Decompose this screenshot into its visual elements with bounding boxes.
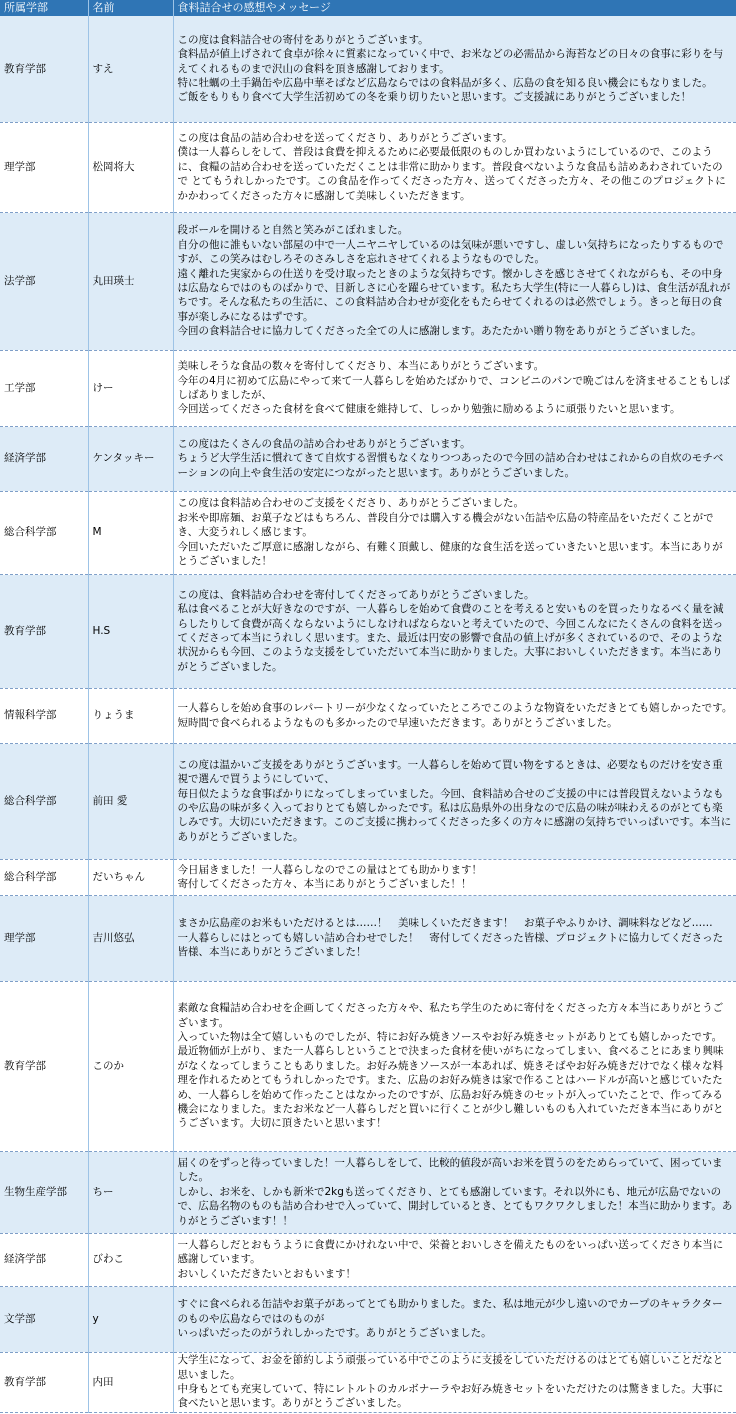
name-cell: ケンタッキー	[88, 426, 173, 491]
header-row	[0, 0, 736, 16]
faculty-cell: 経済学部	[0, 426, 88, 491]
faculty-cell: 生物生産学部	[0, 1151, 88, 1233]
name-cell: y	[88, 1286, 173, 1352]
table-row	[0, 426, 736, 491]
message-cell: すぐに食べられる缶詰やお菓子があってとても助かりました。また、私は地元が少し遠いのでカープのキャラクターのものや広島ならではのものが いっぱいだったのがうれしかったです。ありがとうございました。	[173, 1286, 736, 1352]
table-row	[0, 16, 736, 122]
table-row	[0, 688, 736, 743]
message-cell: 段ボールを開けると自然と笑みがこぼれました。 自分の他に誰もいない部屋の中で一人ニヤニヤしているのは気味が悪いですし、虚しい気持ちになったりするものですが、この笑みはむしろそのさみしさを忘れさせてくれるようなものでした。 遠く離れた実家からの仕送りを受け取ったときのような気持ちです。懐かしさを感じさせてくれながらも、その中身は広島ならではのものばかりで、目新しさに心を躍らせています。私たち大学生(特に一人暮らし)は、食生活が乱れがちです。そんな私たちの生活に、この食料詰め合わせが変化をもたらせてくれるのは必然でしょう。きっと毎日の食事が楽しみになるはずです。 今回の食料詰合せに協力してくださった全ての人に感謝します。あたたかい贈り物をありがとうございました。	[173, 212, 736, 350]
name-cell: けー	[88, 350, 173, 426]
message-cell: この度は、食料詰め合わせを寄付してくださってありがとうございました。 私は食べることが大好きなのですが、一人暮らしを始めて食費のことを考えると安いものを買ったりなるべく量を減らしたりして食費が高くならないようにしなければならないと考えていたので、今回こんなにたくさんの食料を送ってくださって本当にうれしく思います。また、最近は円安の影響で食品の値上げが多くされているので、そのような状況からも今回、このような支援をしていただいて本当に助かりました。大事においしくいただきます。本当にありがとうございました。	[173, 574, 736, 688]
header-faculty: 所属学部	[0, 0, 88, 16]
name-cell: H.S	[88, 574, 173, 688]
message-cell: この度は食料詰め合わせのご支援をくださり、ありがとうございました。 お米や即席麺、お菓子などはもちろん、普段自分では購入する機会がない缶詰や広島の特産品をいただくことができ、大変うれしく感じます。 今回いただいたご厚意に感謝しながら、有難く頂戴し、健康的な食生活を送っていきたいと思います。本当にありがとうございました！	[173, 491, 736, 574]
faculty-cell: 法学部	[0, 212, 88, 350]
table-row	[0, 212, 736, 350]
table-row	[0, 1286, 736, 1352]
message-cell: この度はたくさんの食品の詰め合わせありがとうございます。 ちょうど大学生活に慣れてきて自炊する習慣もなくなりつつあったので今回の詰め合わせはこれからの自炊のモチベーションの向上や食生活の安定につながったと思います。ありがとうございました。	[173, 426, 736, 491]
name-cell: ちー	[88, 1151, 173, 1233]
table-row	[0, 1151, 736, 1233]
name-cell: りょうま	[88, 688, 173, 743]
table-row	[0, 1352, 736, 1412]
faculty-cell: 総合科学部	[0, 491, 88, 574]
message-cell: 今日届きました！一人暮らしなのでこの量はとても助かります！ 寄付してくださった方々、本当にありがとうございました！！	[173, 859, 736, 895]
header-name: 名前	[88, 0, 173, 16]
faculty-cell: 教育学部	[0, 1352, 88, 1412]
faculty-cell: 経済学部	[0, 1233, 88, 1286]
table-row	[0, 859, 736, 895]
table-row	[0, 491, 736, 574]
table-row	[0, 350, 736, 426]
header-message: 食料詰合せの感想やメッセージ	[173, 0, 736, 16]
name-cell: 内田	[88, 1352, 173, 1412]
faculty-cell: 文学部	[0, 1286, 88, 1352]
faculty-cell: 教育学部	[0, 16, 88, 122]
faculty-cell: 工学部	[0, 350, 88, 426]
table-row	[0, 981, 736, 1151]
name-cell: びわこ	[88, 1233, 173, 1286]
faculty-cell: 情報科学部	[0, 688, 88, 743]
name-cell: すえ	[88, 16, 173, 122]
message-cell: 一人暮らしを始め食事のレパートリーが少なくなっていたところでこのような物資をいただきとても嬉しかったです。 短時間で食べられるようなものも多かったので早速いただきます。ありがとうございました。	[173, 688, 736, 743]
faculty-cell: 教育学部	[0, 574, 88, 688]
message-cell: 美味しそうな食品の数々を寄付してくださり、本当にありがとうございます。 今年の4月に初めて広島にやって来て一人暮らしを始めたばかりで、コンビニのパンで晩ごはんを済ませることもしばしばありましたが、 今回送ってくださった食材を食べて健康を維持して、しっかり勉強に励めるように頑張りたいと思います。	[173, 350, 736, 426]
table-row	[0, 122, 736, 212]
name-cell: 前田 愛	[88, 743, 173, 859]
name-cell: このか	[88, 981, 173, 1151]
name-cell: だいちゃん	[88, 859, 173, 895]
name-cell: M	[88, 491, 173, 574]
name-cell: 松岡将大	[88, 122, 173, 212]
message-cell: まさか広島産のお米もいただけるとは……！ 美味しくいただきます！ お菓子やふりかけ、調味料などなど…… 一人暮らしにはとっても嬉しい詰め合わせでした！ 寄付してくださった皆様、プロジェクトに協力してくださった皆様、本当にありがとうございました！	[173, 895, 736, 981]
table-row	[0, 1233, 736, 1286]
table-row	[0, 743, 736, 859]
message-cell: 届くのをずっと待っていました！一人暮らしをして、比較的値段が高いお米を買うのをためらっていて、困っていました。 しかし、お米を、しかも新米で2kgも送ってくださり、とても感謝しています。それ以外にも、地元が広島でないので、広島名物のものも詰め合わせで入っていて、開封しているとき、とてもワクワクしました！本当に助かります。ありがとうございます！！	[173, 1151, 736, 1233]
message-cell: この度は食料詰合せの寄付をありがとうございます。 食料品が値上げされて食卓が徐々に質素になっていく中で、お米などの必需品から海苔などの日々の食事に彩りを与えてくれるものまで沢山の食料を頂き感謝しております。 特に牡蠣の土手鍋缶や広島中華そばなど広島ならではの食料品が多く、広島の食を知る良い機会にもなりました。 ご飯をもりもり食べて大学生活初めての冬を乗り切りたいと思います。ご支援誠にありがとうございました！	[173, 16, 736, 122]
faculty-cell: 理学部	[0, 895, 88, 981]
message-cell: 大学生になって、お金を節約しよう頑張っている中でこのように支援をしていただけるのはとても嬉しいことだなと思いました。 中身もとても充実していて、特にレトルトのカルボナーラやお好み焼きセットをいただけたのは驚きました。大事に食べたいと思います。ありがとうございました。	[173, 1352, 736, 1412]
faculty-cell: 理学部	[0, 122, 88, 212]
message-cell: 素敵な食糧詰め合わせを企画してくださった方々や、私たち学生のために寄付をくださった方々本当にありがとうございます。 入っていた物は全て嬉しいものでしたが、特にお好み焼きソースやお好み焼きセットがありとても嬉しかったです。最近物価が上がり、また一人暮らしということで決まった食材を使いがちになってしまい、食べることにあまり興味がなくなってしまうこともありました。お好み焼きソースが一本あれば、焼きそばやお好み焼きだけでなく様々な料理を作れるためとてもうれしかったです。また、広島のお好み焼きは家で作ることはハードルが高いと感じていたため、一人暮らしを始めて作ったことはなかったのですが、広島お好み焼きのセットが入っていたことで、作ってみる機会になりました。またお米など一人暮らしだと買いに行くことが少し難しいものも入れていただき本当にありがとうございます。大切に頂きたいと思います！	[173, 981, 736, 1151]
message-cell: この度は食品の詰め合わせを送ってくださり、ありがとうございます。 僕は一人暮らしをして、普段は食費を抑えるために必要最低限のものしか買わないようにしているので、このように、食糧の詰め合わせを送っていただくことは非常に助かります。普段食べないような食品も詰めあわされていたので とてもうれしかったです。この食品を作ってくださった方々、送ってくださった方々、その他このプロジェクトにかかわってくださった方々に感謝して美味しくいただきます。	[173, 122, 736, 212]
name-cell: 丸田瑛士	[88, 212, 173, 350]
table-row	[0, 895, 736, 981]
table-row	[0, 574, 736, 688]
message-cell: 一人暮らしだとおもうように食費にかけれない中で、栄養とおいしさを備えたものをいっぱい送ってくださり本当に感謝しています。 おいしくいただきたいとおもいます！	[173, 1233, 736, 1286]
faculty-cell: 総合科学部	[0, 743, 88, 859]
name-cell: 吉川悠弘	[88, 895, 173, 981]
faculty-cell: 総合科学部	[0, 859, 88, 895]
message-cell: この度は温かいご支援をありがとうございます。一人暮らしを始めて買い物をするときは、必要なものだけを安さ重視で選んで買うようにしていて、 毎日似たような食事ばかりになってしまっていました。今回、食料詰め合せのご支援の中には普段買えないようなものや広島の味が多く入っておりとても嬉しかったです。私は広島県外の出身なので広島の味が味わえるのがとても楽しみです。大切にいただきます。このご支援に携わってくださった多くの方々に感謝の気持ちでいっぱいです。本当にありがとうございました。	[173, 743, 736, 859]
faculty-cell: 教育学部	[0, 981, 88, 1151]
